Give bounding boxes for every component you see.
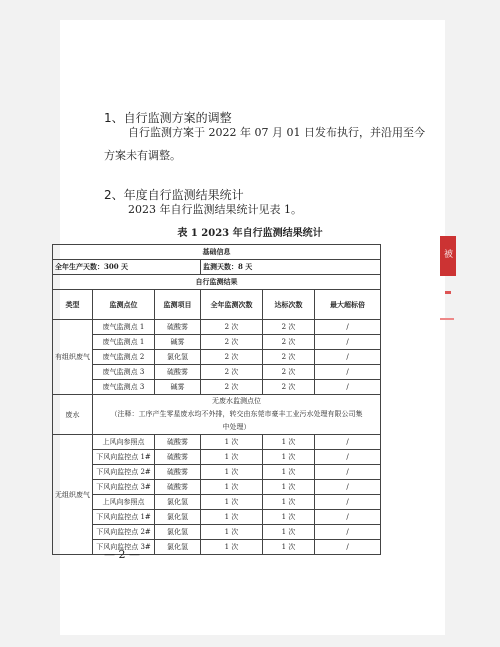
cell: 废气监测点 1 <box>93 335 155 350</box>
cell: 2 次 <box>201 380 263 395</box>
cell: 碱雾 <box>155 380 201 395</box>
cell: / <box>315 540 381 555</box>
cell: 2 次 <box>263 335 315 350</box>
wastewater-row <box>53 395 381 435</box>
cell: 1 次 <box>201 540 263 555</box>
cell: / <box>315 335 381 350</box>
cell: 2 次 <box>263 320 315 335</box>
cell: / <box>315 365 381 380</box>
cell: 2 次 <box>263 365 315 380</box>
cell: 2 次 <box>201 335 263 350</box>
table-caption: 表 1 2023 年自行监测结果统计 <box>177 228 323 239</box>
cell: 上风向参照点 <box>93 495 155 510</box>
basic-info-label: 基础信息 <box>53 245 381 260</box>
cell: 氯化氢 <box>155 525 201 540</box>
table-row <box>53 510 381 525</box>
cell: 硫酸雾 <box>155 450 201 465</box>
cell: 下风向监控点 1# <box>93 450 155 465</box>
table-row <box>53 380 381 395</box>
cell: 上风向参照点 <box>93 435 155 450</box>
stamp-fragment <box>445 291 451 294</box>
header-pass: 达标次数 <box>263 290 315 320</box>
table-row <box>53 450 381 465</box>
cell: 硫酸雾 <box>155 365 201 380</box>
type-organized: 有组织废气 <box>53 320 93 395</box>
cell: 氯化氢 <box>155 510 201 525</box>
table-row <box>53 435 381 450</box>
cell: 下风向监控点 3# <box>93 480 155 495</box>
cell: 硫酸雾 <box>155 480 201 495</box>
wastewater-line2: （注释：工序产生零星废水均不外排，转交由东莞市豪丰工业污水处理有限公司集 <box>110 410 363 418</box>
section2-body: 2023 年自行监测结果统计见表 1。 <box>128 203 302 216</box>
cell: 氯化氢 <box>155 350 201 365</box>
cell: / <box>315 380 381 395</box>
type-wastewater: 废水 <box>53 395 93 435</box>
cell: 2 次 <box>263 350 315 365</box>
cell: 2 次 <box>201 350 263 365</box>
table-row <box>53 525 381 540</box>
cell: 1 次 <box>263 480 315 495</box>
table-row <box>53 350 381 365</box>
page-number: — 2 — <box>104 548 140 561</box>
seal-stamp-text: 被 <box>442 248 452 258</box>
type-unorganized: 无组织废气 <box>53 435 93 555</box>
table-row <box>53 365 381 380</box>
header-count: 全年监测次数 <box>201 290 263 320</box>
cell: 2 次 <box>201 320 263 335</box>
cell: 1 次 <box>201 525 263 540</box>
cell: / <box>315 350 381 365</box>
header-max-exceed: 最大超标倍 <box>315 290 381 320</box>
cell: 1 次 <box>263 465 315 480</box>
wastewater-line3: 中处理） <box>222 423 251 431</box>
monitoring-results-table <box>52 244 381 555</box>
cell: / <box>315 450 381 465</box>
cell: 1 次 <box>201 495 263 510</box>
header-type: 类型 <box>53 290 93 320</box>
cell: 废气监测点 3 <box>93 380 155 395</box>
cell: 1 次 <box>263 435 315 450</box>
monitoring-days: 监测天数：8 天 <box>201 260 381 275</box>
cell: 氯化氢 <box>155 540 201 555</box>
results-label: 自行监测结果 <box>53 275 381 290</box>
cell: / <box>315 510 381 525</box>
production-days: 全年生产天数：300 天 <box>53 260 201 275</box>
table-row <box>53 495 381 510</box>
cell: 硫酸雾 <box>155 465 201 480</box>
cell: 1 次 <box>263 510 315 525</box>
cell: 1 次 <box>201 510 263 525</box>
cell: 下风向监控点 3# <box>93 540 155 555</box>
cell: 下风向监控点 2# <box>93 465 155 480</box>
table-row <box>53 540 381 555</box>
cell: 硫酸雾 <box>155 320 201 335</box>
table-row <box>53 480 381 495</box>
cell: 硫酸雾 <box>155 435 201 450</box>
table-body <box>53 245 381 555</box>
cell: / <box>315 435 381 450</box>
stamp-fragment <box>440 318 454 320</box>
cell: / <box>315 495 381 510</box>
cell: 1 次 <box>201 480 263 495</box>
cell: 1 次 <box>263 450 315 465</box>
cell: / <box>315 465 381 480</box>
header-point: 监测点位 <box>93 290 155 320</box>
cell: 1 次 <box>201 450 263 465</box>
cell: 废气监测点 3 <box>93 365 155 380</box>
cell: / <box>315 480 381 495</box>
wastewater-line1: 无废水监测点位 <box>212 397 261 405</box>
cell: 1 次 <box>201 435 263 450</box>
cell: 1 次 <box>201 465 263 480</box>
section1-heading: 1、自行监测方案的调整 <box>104 111 232 125</box>
cell: 1 次 <box>263 525 315 540</box>
table-row <box>53 465 381 480</box>
table-row <box>53 320 381 335</box>
cell: 氯化氢 <box>155 495 201 510</box>
section1-body-line1: 自行监测方案于 2022 年 07 月 01 日发布执行，并沿用至今 <box>128 126 425 139</box>
cell: / <box>315 320 381 335</box>
cell: 2 次 <box>201 365 263 380</box>
cell: 下风向监控点 1# <box>93 510 155 525</box>
cell: 1 次 <box>263 540 315 555</box>
cell: 废气监测点 2 <box>93 350 155 365</box>
cell: 2 次 <box>263 380 315 395</box>
cell: 1 次 <box>263 495 315 510</box>
cell: 碱雾 <box>155 335 201 350</box>
section1-body-line2: 方案未有调整。 <box>104 149 181 162</box>
table-row <box>53 335 381 350</box>
cell: / <box>315 525 381 540</box>
wastewater-note <box>93 395 381 435</box>
section2-heading: 2、年度自行监测结果统计 <box>104 188 244 202</box>
cell: 下风向监控点 2# <box>93 525 155 540</box>
header-item: 监测项目 <box>155 290 201 320</box>
cell: 废气监测点 1 <box>93 320 155 335</box>
